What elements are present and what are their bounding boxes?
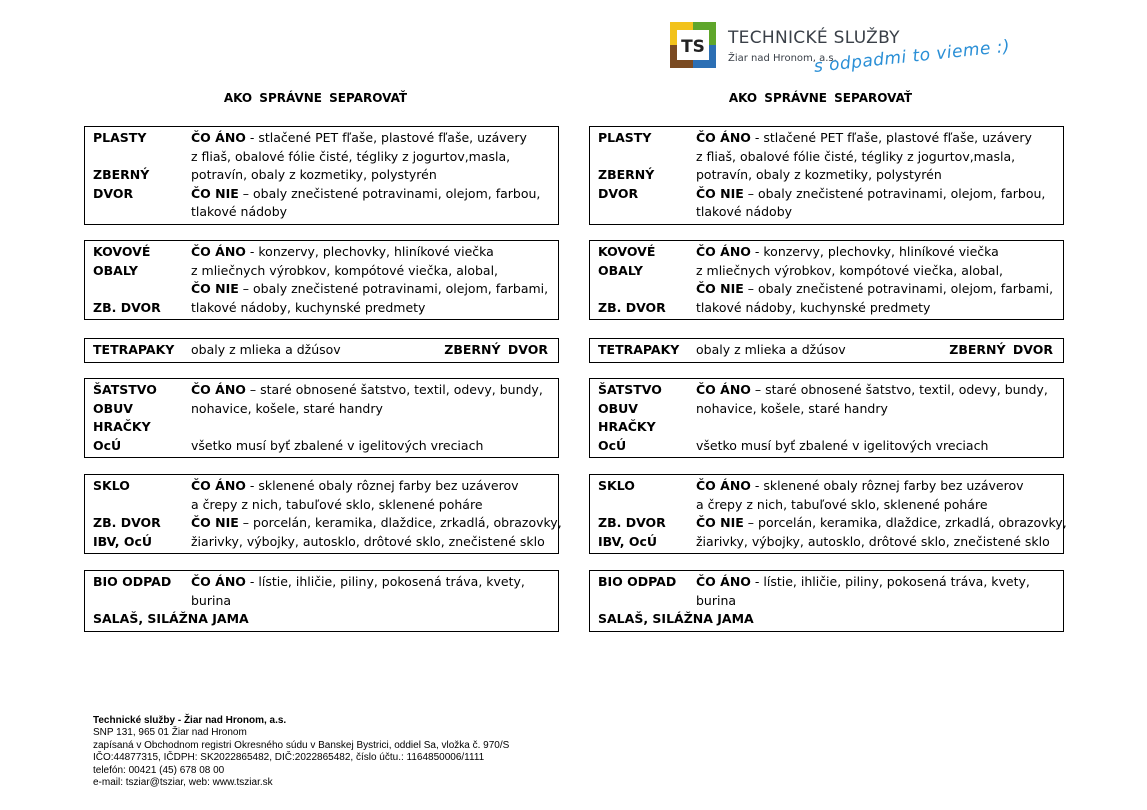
yes-no-marker: ČO ÁNO — [696, 244, 751, 259]
yes-no-marker: ČO NIE — [696, 185, 744, 201]
box-bio — [589, 570, 1064, 632]
category-label: ZBERNÝ — [93, 167, 150, 182]
category-label: KOVOVÉ — [93, 244, 151, 259]
category-text — [191, 203, 287, 221]
box-sklo — [84, 474, 562, 554]
yes-no-marker: ČO ÁNO — [696, 382, 751, 397]
category-detail: tlakové nádoby, kuchynské predmety — [696, 299, 931, 315]
category-detail: z mliečnych výrobkov, kompótové viečka, alobal, — [191, 262, 499, 278]
footer — [93, 715, 509, 789]
category-detail: všetko musí byť zbalené v igelitových vreciach — [191, 437, 484, 453]
category-text — [191, 533, 545, 551]
category-label: OBUV — [93, 400, 133, 416]
yes-no-marker: ČO ÁNO — [696, 478, 751, 493]
category-text — [696, 299, 930, 317]
category-text — [191, 496, 483, 514]
category-text — [191, 299, 425, 317]
footer-address: SNP 131, 965 01 Žiar nad Hronom — [93, 727, 247, 739]
category-label: PLASTY — [598, 130, 652, 145]
category-detail: – staré obnosené šatstvo, textil, odevy, bundy, — [245, 382, 543, 397]
category-text — [191, 592, 231, 610]
box-satstvo — [589, 378, 1064, 458]
category-label: SALAŠ, SILÁŽNA JAMA — [93, 611, 249, 626]
category-text — [191, 573, 525, 591]
category-label: OBALY — [598, 262, 643, 278]
category-text — [696, 203, 792, 221]
company-name: TECHNICKÉ SLUŽBY — [728, 28, 900, 48]
category-detail: nohavice, košele, staré handry — [696, 400, 888, 416]
box-kovove — [84, 240, 559, 320]
category-text — [696, 477, 1024, 495]
category-detail: – obaly znečistené potravinami, olejom, farbou, — [743, 185, 1046, 201]
category-text — [191, 477, 519, 495]
category-text — [191, 262, 498, 280]
category-detail: všetko musí byť zbalené v igelitových vreciach — [696, 437, 989, 453]
category-label: OcÚ — [598, 437, 627, 453]
category-detail: obaly z mlieka a džúsov — [191, 342, 341, 357]
yes-no-marker: ČO NIE — [696, 281, 744, 296]
footer-contact: e-mail: tsziar@tsziar, web: www.tsziar.sk — [93, 777, 273, 789]
category-detail: – obaly znečistené potravinami, olejom, farbami, — [238, 281, 549, 296]
yes-no-marker: ČO ÁNO — [696, 130, 751, 145]
category-detail: - stlačené PET fľaše, plastové fľaše, uzávery — [750, 130, 1032, 145]
category-text — [696, 573, 1030, 591]
category-label: SKLO — [93, 478, 130, 493]
category-label: ZB. DVOR — [93, 515, 161, 530]
category-detail: – staré obnosené šatstvo, textil, odevy, bundy, — [750, 382, 1048, 397]
category-detail: z fliaš, obalové fólie čisté, tégliky z jogurtov,masla, — [696, 148, 1016, 164]
category-detail: potravín, obaly z kozmetiky, polystyrén — [696, 167, 942, 182]
category-text — [696, 341, 846, 359]
svg-text:TS: TS — [681, 37, 705, 57]
category-label: DVOR — [93, 185, 134, 201]
footer-company: Technické služby - Žiar nad Hronom, a.s. — [93, 715, 287, 726]
category-text — [696, 400, 888, 418]
category-detail: a črepy z nich, tabuľové sklo, sklenené poháre — [696, 496, 988, 512]
ts-logo-icon — [670, 22, 716, 68]
yes-no-marker: ČO NIE — [191, 185, 239, 201]
category-text — [696, 381, 1048, 399]
category-detail: a črepy z nich, tabuľové sklo, sklenené poháre — [191, 496, 483, 512]
category-text — [191, 341, 341, 359]
yes-no-marker: ČO ÁNO — [191, 130, 246, 145]
category-detail: obaly z mlieka a džúsov — [696, 342, 846, 357]
category-text — [191, 280, 548, 298]
category-label: IBV, OcÚ — [598, 533, 658, 549]
category-text — [191, 437, 483, 455]
box-tetrapaky — [589, 338, 1064, 363]
category-label: IBV, OcÚ — [93, 533, 153, 549]
category-detail: - konzervy, plechovky, hliníkové viečka — [750, 244, 999, 259]
category-label: OBUV — [598, 400, 638, 416]
category-text — [696, 533, 1050, 551]
category-detail: burina — [191, 592, 232, 608]
category-label: BIO ODPAD — [598, 574, 677, 589]
category-detail: – porcelán, keramika, dlaždice, zrkadlá, obrazovky, — [743, 515, 1067, 530]
slogan: s odpadmi to vieme :) — [812, 36, 1012, 77]
category-label: ZB. DVOR — [598, 299, 666, 315]
category-detail: - lístie, ihličie, piliny, pokosená tráva, kvety, — [245, 574, 525, 589]
footer-phone: telefón: 00421 (45) 678 08 00 — [93, 764, 225, 776]
category-label: SKLO — [598, 478, 635, 493]
yes-no-marker: ČO NIE — [191, 515, 239, 530]
category-text — [191, 166, 437, 184]
category-label: TETRAPAKY — [598, 342, 680, 357]
category-detail: – porcelán, keramika, dlaždice, zrkadlá, obrazovky, — [238, 515, 562, 530]
yes-no-marker: ČO ÁNO — [191, 574, 246, 589]
category-label: DVOR — [598, 185, 639, 201]
category-detail: - sklenené obaly rôznej farby bez uzáverov — [750, 478, 1024, 493]
category-text — [696, 166, 942, 184]
category-detail: nohavice, košele, staré handry — [191, 400, 383, 416]
category-detail: tlakové nádoby, kuchynské predmety — [191, 299, 426, 315]
category-text — [191, 185, 540, 203]
category-detail: žiarivky, výbojky, autosklo, drôtové sklo, znečistené sklo — [696, 533, 1050, 549]
category-label: ZB. DVOR — [598, 515, 666, 530]
category-label: HRAČKY — [93, 419, 151, 434]
category-text — [191, 243, 494, 261]
category-label: ŠATSTVO — [93, 382, 157, 397]
collection-point-tag: ZBERNÝ DVOR — [444, 342, 548, 357]
category-text — [696, 592, 736, 610]
yes-no-marker: ČO ÁNO — [191, 382, 246, 397]
category-detail: žiarivky, výbojky, autosklo, drôtové sklo, znečistené sklo — [191, 533, 545, 549]
category-text — [696, 280, 1053, 298]
yes-no-marker: ČO ÁNO — [191, 244, 246, 259]
category-detail: z mliečnych výrobkov, kompótové viečka, alobal, — [696, 262, 1004, 278]
category-text — [191, 400, 383, 418]
yes-no-marker: ČO ÁNO — [696, 574, 751, 589]
category-text — [696, 514, 1067, 532]
category-detail: - lístie, ihličie, piliny, pokosená tráva, kvety, — [750, 574, 1030, 589]
box-plasty — [84, 126, 559, 225]
box-bio — [84, 570, 559, 632]
category-detail: burina — [696, 592, 737, 608]
yes-no-marker: ČO ÁNO — [191, 478, 246, 493]
category-detail: – obaly znečistené potravinami, olejom, farbou, — [238, 185, 541, 201]
category-text — [191, 381, 543, 399]
category-label: BIO ODPAD — [93, 574, 172, 589]
category-text — [191, 514, 562, 532]
category-text — [696, 129, 1032, 147]
category-text — [191, 129, 527, 147]
category-text — [191, 148, 510, 166]
company-subname: Žiar nad Hronom, a.s. — [728, 53, 837, 64]
category-detail: potravín, obaly z kozmetiky, polystyrén — [191, 167, 437, 182]
category-label: ZBERNÝ — [598, 167, 655, 182]
category-text — [696, 262, 1003, 280]
page-title: AKO SPRÁVNE SEPAROVAŤ — [223, 91, 408, 105]
category-label: PLASTY — [93, 130, 147, 145]
category-label: OBALY — [93, 262, 138, 278]
category-label: HRAČKY — [598, 419, 656, 434]
box-kovove — [589, 240, 1064, 320]
category-label: KOVOVÉ — [598, 244, 656, 259]
box-tetrapaky — [84, 338, 559, 363]
category-label: ŠATSTVO — [598, 382, 662, 397]
category-label: OcÚ — [93, 437, 122, 453]
category-text — [696, 185, 1045, 203]
page-title: AKO SPRÁVNE SEPAROVAŤ — [728, 91, 913, 105]
collection-point-tag: ZBERNÝ DVOR — [949, 342, 1053, 357]
category-detail: tlakové nádoby — [696, 204, 793, 219]
category-detail: - konzervy, plechovky, hliníkové viečka — [245, 244, 494, 259]
footer-ids: IČO:44877315, IČDPH: SK2022865482, DIČ:2022865482, číslo účtu.: 1164850006/1111 — [93, 752, 485, 764]
category-text — [696, 148, 1015, 166]
category-detail: tlakové nádoby — [191, 204, 288, 219]
category-label: SALAŠ, SILÁŽNA JAMA — [598, 611, 754, 626]
category-text — [696, 437, 988, 455]
category-detail: - stlačené PET fľaše, plastové fľaše, uzávery — [245, 130, 527, 145]
footer-registry: zapísaná v Obchodnom registri Okresného súdu v Banskej Bystrici, oddiel Sa, vložka č. 970/S — [93, 739, 510, 751]
box-satstvo — [84, 378, 559, 458]
yes-no-marker: ČO NIE — [696, 515, 744, 530]
category-text — [696, 496, 988, 514]
category-text — [696, 243, 999, 261]
box-plasty — [589, 126, 1064, 225]
category-label: TETRAPAKY — [93, 342, 175, 357]
yes-no-marker: ČO NIE — [191, 281, 239, 296]
box-sklo — [589, 474, 1067, 554]
category-detail: z fliaš, obalové fólie čisté, tégliky z jogurtov,masla, — [191, 148, 511, 164]
category-label: ZB. DVOR — [93, 299, 161, 315]
category-detail: – obaly znečistené potravinami, olejom, farbami, — [743, 281, 1054, 296]
category-detail: - sklenené obaly rôznej farby bez uzáverov — [245, 478, 519, 493]
